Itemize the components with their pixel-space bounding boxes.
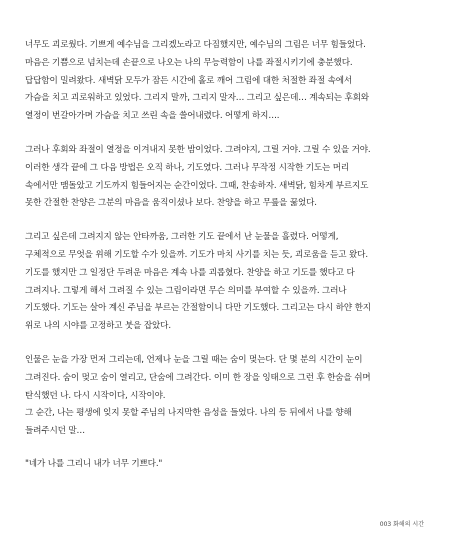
text-line: 그려지나. 그렇게 해서 그려질 수 있는 그림이라면 무슨 의미를 부여할 수 있을까. 그러나 [25,285,347,296]
text-line: 마음은 기쁨으로 넘치는데 손끝으로 나오는 나의 무능력함이 나를 좌절시키기에 충분했다. [25,57,353,68]
text-line: 기도했다. 기도는 살아 계신 주님을 부르는 간절함이니 다만 기도했다. 그리고는 다시 하얀 한지 [25,303,371,314]
paragraph-1 [25,37,427,126]
paragraph-gap [25,213,427,229]
text-line: 속에서만 맴돌았고 기도까지 힘들어지는 순간이었다. 그때, 찬송하자. 새벽닭, 힘차게 부르지도 [25,180,369,191]
paragraph-4 [25,352,427,441]
text-line: 열정이 번갈아가며 가슴을 치고 쓰린 속을 쓸어내렸다. 어떻게 하지…. [25,111,280,122]
paragraph-gap [25,441,427,456]
text-line: 탄식했던 나. 다시 시작이다, 시작이야. [25,390,166,401]
page-footer: 003 화해의 시간 [379,521,424,528]
paragraph-3 [25,229,427,336]
text-line: 기도를 했지만 그 일정단 두려운 마음은 계속 나를 괴롭혔다. 찬양을 하고 기도를 했다고 다 [25,267,355,278]
quote-line: "네가 나를 그리니 내가 너무 기쁘다." [25,458,163,469]
text-line: 너무도 괴로웠다. 기쁘게 예수님을 그리겠노라고 다짐했지만, 예수님의 그림은 너무 힘들었다. [25,40,366,50]
text-line: 구체적으로 무엇을 위해 기도할 수가 있을까. 기도가 마치 사기를 치는 듯, 괴로움을 듣고 왔다. [25,249,368,260]
text-line: 그 순간, 나는 평생에 잊지 못할 주님의 나지막한 음성을 들었다. 나의 등 뒤에서 나를 향해 [25,408,352,419]
text-line: 이러한 생각 끝에 그 다음 방법은 오직 하나, 기도였다. 그러나 무작정 시작한 기도는 머리 [25,162,350,173]
text-line: 답답함이 밀려왔다. 새벽닭 모두가 잠든 시간에 홀로 깨어 그림에 대한 처절한 좌절 속에서 [25,75,353,86]
text-line: 그러나 후회와 좌절이 열정을 이겨내지 못한 밤이었다. 그려야지, 그릴 거야. 그릴 수 있을 거야. [25,144,371,155]
text-line: 들려주시던 말… [25,426,85,437]
text-line: 인물은 눈을 가장 먼저 그리는데, 언제나 눈을 그릴 때는 숨이 멎는다. 단 몇 분의 시간이 눈이 [25,354,363,365]
paragraph-gap [25,336,427,352]
text-line: 가슴을 치고 괴로워하고 있었다. 그리지 말까, 그리지 말자… 그리고 싶은데… 계속되는 후회와 [25,93,369,104]
paragraph-2 [25,142,427,213]
quote-paragraph [25,456,427,474]
text-line: 위로 나의 시야를 고정하고 붓을 잡았다. [25,321,171,332]
text-line: 그리고 싶은데 그려지지 않는 안타까움, 그러한 기도 끝에서 난 눈물을 흘렸다. 어떻게, [25,232,339,243]
text-line: 그려진다. 숨이 멎고 숨이 열리고, 단숨에 그려간다. 이미 한 장을 잉태으로 그런 후 한숨을 쉬며 [25,372,371,383]
text-line: 못한 간절한 찬양은 그분의 마음을 움직이셨나 보다. 찬양을 하고 무릎을 꿇었다. [25,198,317,209]
paragraph-gap [25,126,427,142]
